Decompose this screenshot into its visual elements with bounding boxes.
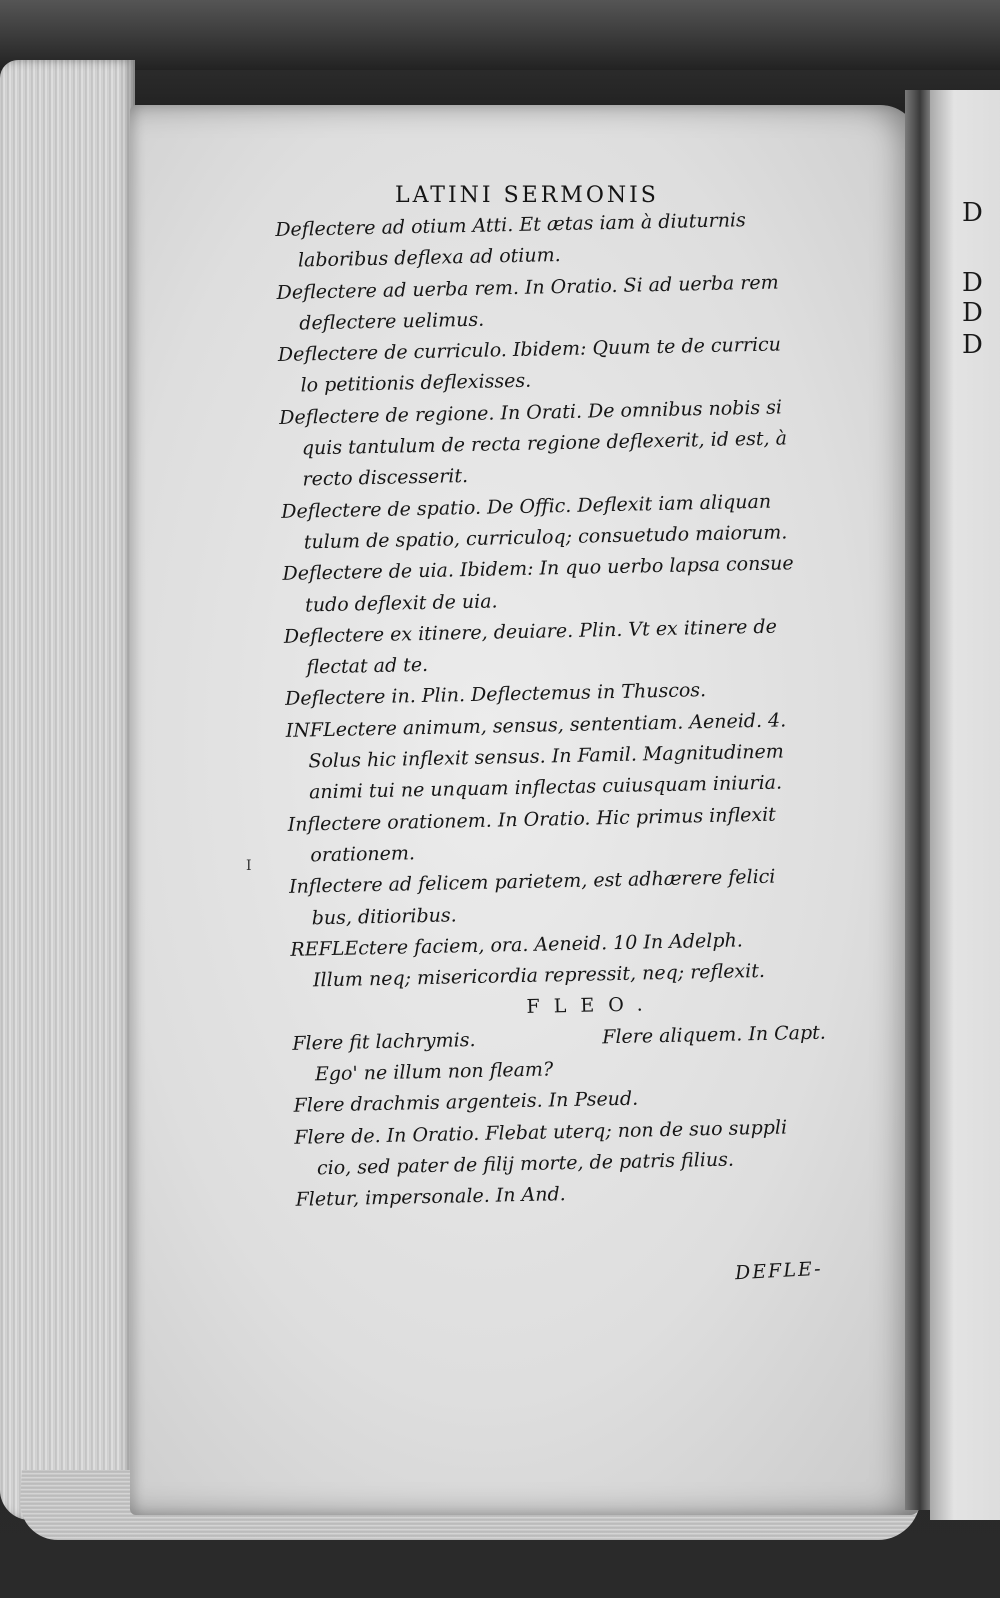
entry-line: Deflectere ad otium Atti. Et ætas iam à diuturnis xyxy=(275,209,746,241)
entry-line: Inflectere orationem. In Oratio. Hic primus inflexit xyxy=(287,803,777,836)
dictionary-entry xyxy=(285,703,867,809)
entry-continuation: Illum neq; misericordia repressit, neq; reflexit. xyxy=(312,960,766,992)
entry-line: Flere drachmis argenteis. In Pseud. xyxy=(293,1087,639,1118)
facing-letter: D xyxy=(962,298,983,328)
page-block-edges xyxy=(0,60,135,1520)
facing-letter: D xyxy=(962,198,983,228)
entry-continuation: recto discesserit. xyxy=(302,465,469,491)
entry-line: Deflectere ad uerba rem. In Oratio. Si ad uerba rem xyxy=(276,271,779,304)
entry-line: Inflectere ad felicem parietem, est adhærere felici xyxy=(288,865,776,899)
entry-line: Flere de. In Oratio. Flebat uterq; non de suo suppli xyxy=(294,1116,788,1149)
entry-line: Deflectere de regione. In Orati. De omnibus nobis si xyxy=(279,396,783,429)
entry-continuation: Ego' ne illum non fleam? xyxy=(314,1058,554,1086)
facing-letter: D xyxy=(962,330,983,360)
entry-line: REFLEctere faciem, ora. Aeneid. 10 In Adelph. xyxy=(290,929,744,961)
entry-continuation: bus, ditioribus. xyxy=(311,903,457,929)
margin-mark: I xyxy=(246,858,252,874)
entry-continuation: deflectere uelimus. xyxy=(299,308,485,335)
entry-line: Deflectere in. Plin. Deflectemus in Thuscos. xyxy=(284,679,707,711)
entry-line: Deflectere de spatio. De Offic. Deflexit iam aliquan xyxy=(280,490,772,523)
dictionary-entry xyxy=(279,391,861,497)
entry-continuation: laboribus deflexa ad otium. xyxy=(297,244,561,272)
entry-continuation: cio, sed pater de filij morte, de patris filius. xyxy=(316,1148,735,1180)
entry-continuation: quis tantulum de recta regione deflexerit, id est, à xyxy=(301,427,788,460)
entry-continuation: orationem. xyxy=(310,842,416,867)
entry-line: INFLectere animum, sensus, sententiam. Aeneid. 4. xyxy=(285,709,787,742)
entry-line-right: Flere aliquem. In Capt. xyxy=(602,1021,827,1049)
entry-continuation: Solus hic inflexit sensus. In Famil. Magnitudinem xyxy=(308,740,784,773)
catchword: DEFLE- xyxy=(734,1257,824,1285)
entry-line: Fletur, impersonale. In And. xyxy=(295,1183,566,1211)
entry-line: Deflectere de uia. Ibidem: In quo uerbo lapsa consue xyxy=(282,552,794,586)
page-text xyxy=(275,203,876,1216)
entry-continuation: tudo deflexit de uia. xyxy=(304,589,498,617)
entry-continuation: animi tui ne unquam inflectas cuiusquam iniuria. xyxy=(308,771,783,804)
right-page-fragment xyxy=(930,90,1000,1520)
lemma-heading: FLEO. xyxy=(526,993,657,1019)
binding-cloth xyxy=(0,0,1000,70)
entry-line: Deflectere de curriculo. Ibidem: Quum te de curricu xyxy=(277,333,782,367)
facing-letter: D xyxy=(962,268,983,298)
entry-line-left: Flere fit lachrymis. xyxy=(292,1028,476,1055)
entry-continuation: flectat ad te. xyxy=(306,654,429,679)
running-head: LATINI SERMONIS xyxy=(395,183,659,208)
entry-continuation: lo petitionis deflexisses. xyxy=(300,370,532,397)
entry-line: Deflectere ex itinere, deuiare. Plin. Vt ex itinere de xyxy=(283,615,778,648)
entry-continuation: tulum de spatio, curriculoq; consuetudo maiorum. xyxy=(303,521,788,554)
